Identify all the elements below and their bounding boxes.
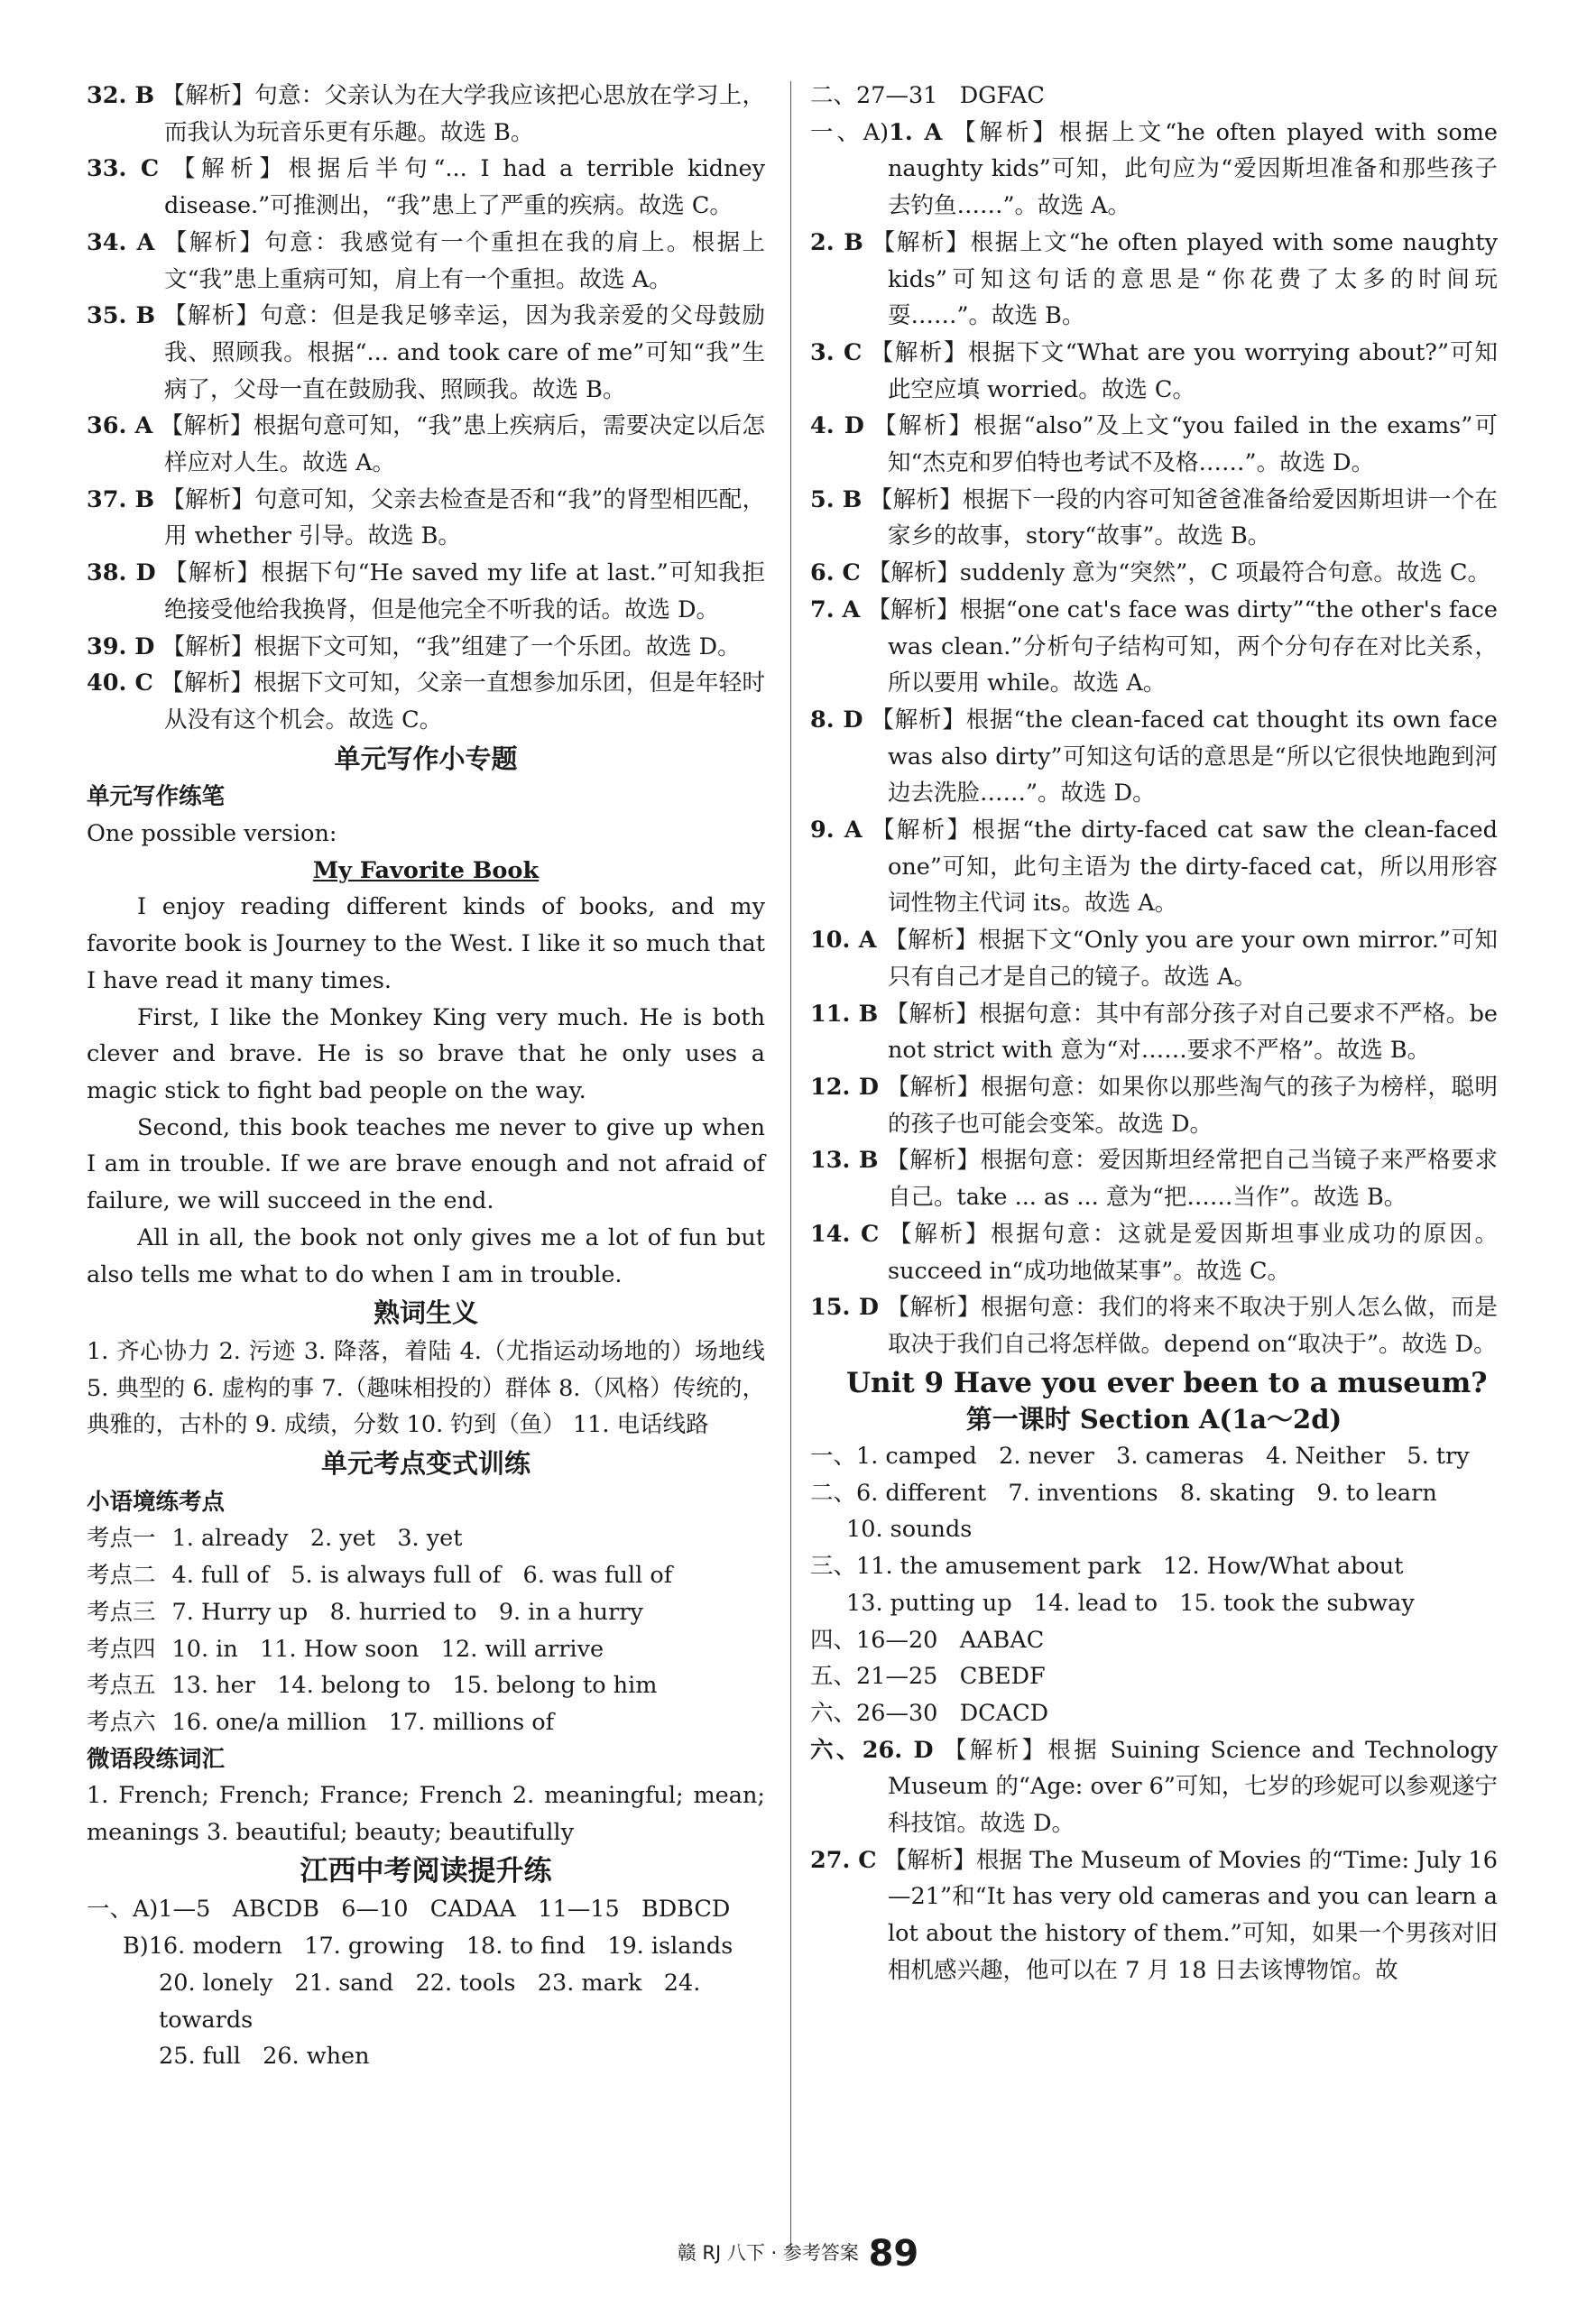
answer-line-27-31: 二、27—31 DGFAC — [810, 82, 1045, 109]
answer-number: 8. D — [810, 706, 863, 734]
unit9-answer-line: 五、21—25 CBEDF — [810, 1663, 1046, 1691]
kaodian-row — [87, 1520, 765, 1557]
section-label: 一、A) — [810, 118, 890, 146]
unit9-answer-line: 10. sounds — [846, 1516, 973, 1544]
answer-number: 13. B — [810, 1147, 879, 1175]
context-subheading: 小语境练考点 — [87, 1488, 226, 1516]
answer-explanation: 【解析】根据“the dirty-faced cat saw the clean-faced one”可知，此句主语为 the dirty-faced cat，所以用形容词性物主代词 its。故选 A。 — [872, 817, 1498, 918]
page-footer — [0, 2233, 1596, 2275]
answer-explanation: 【解析】根据上文“he often played with some naughty kids”可知，此句应为“爱因斯坦准备和那些孩子去钓鱼……”。故选 A。 — [888, 118, 1498, 220]
answer-number: 9. A — [810, 817, 863, 844]
kaodian-list — [87, 1520, 765, 1740]
answer-explanation: 【解析】句意可知，父亲去检查是否和“我”的肾型相匹配，用 whether 引导。故选 B。 — [161, 485, 766, 550]
answer-explanation: 【解析】根据上文“he often played with some naughty kids”可知这句话的意思是“你花费了太多的时间玩耍……”。故选 B。 — [872, 228, 1498, 330]
answer-number: 36. A — [87, 412, 153, 440]
answer-number: 6. C — [810, 559, 861, 587]
kaodian-label: 考点五 — [87, 1672, 156, 1700]
reading-line: 20. lonely 21. sand 22. tools 23. mark 24. towards — [159, 1969, 708, 2034]
answer-explanation: 【解析】根据句意：其中有部分孩子对自己要求不严格。be not strict with 意为“对……要求不严格”。故选 B。 — [885, 1000, 1498, 1065]
essay-paragraph: Second, this book teaches me never to give up when I am in trouble. If we are brave enough and not afraid of failure, we will succeed in the end. — [87, 1113, 765, 1215]
answer-item — [810, 482, 1498, 555]
answer-item — [87, 555, 765, 628]
answer-number: 六、26. D — [810, 1736, 934, 1764]
answer-number: 40. C — [87, 669, 153, 697]
answer-number: 5. B — [810, 485, 863, 513]
answer-list-1-15 — [810, 115, 1498, 1363]
kaodian-label: 考点六 — [87, 1708, 156, 1736]
answer-explanation: 【解析】根据“the clean-faced cat thought its own face was also dirty”可知这句话的意思是“所以它很快地跑到河边去洗脸……”。故选 D。 — [871, 706, 1498, 808]
vocab-heading: 熟词生义 — [373, 1297, 478, 1329]
answer-item — [810, 1069, 1498, 1142]
answer-item — [810, 812, 1498, 922]
reading-line: 25. full 26. when — [159, 2043, 370, 2071]
answer-explanation: 【解析】句意：父亲认为在大学我应该把心思放在学习上，而我认为玩音乐更有乐趣。故选 B。 — [161, 82, 766, 146]
answer-number: 27. C — [810, 1846, 877, 1874]
answer-number: 39. D — [87, 632, 155, 660]
answer-number: 3. C — [810, 338, 863, 366]
reading-heading: 江西中考阅读提升练 — [300, 1854, 552, 1887]
answer-number: 1. A — [889, 118, 943, 146]
right-column — [810, 78, 1498, 1989]
answer-explanation: 【解析】句意：但是我足够幸运，因为我亲爱的父母鼓励我、照顾我。根据“... and took care of me”可知“我”生病了，父母一直在鼓励我、照顾我。故选 B。 — [163, 302, 765, 403]
unit9-answer-line: 四、16—20 AABAC — [810, 1626, 1045, 1654]
answer-explanation: 【解析】根据下文可知，父亲一直想参加乐团，但是年轻时从没有这个机会。故选 C。 — [161, 669, 765, 734]
answer-item — [810, 1842, 1498, 1989]
answer-item — [810, 555, 1498, 592]
answer-item — [87, 629, 765, 666]
reading-line: B)16. modern 17. growing 18. to find 19. islands — [123, 1933, 733, 1961]
essay-paragraph: All in all, the book not only gives me a lot of fun but also tells me what to do when I am in trouble. — [87, 1223, 765, 1288]
answer-number: 7. A — [810, 595, 861, 623]
answer-item — [810, 996, 1498, 1069]
writing-subheading: 单元写作练笔 — [87, 783, 226, 811]
unit9-answer-line: 六、26—30 DCACD — [810, 1699, 1049, 1727]
answer-number: 15. D — [810, 1294, 879, 1322]
unit-title: Unit 9 Have you ever been to a museum? — [846, 1366, 1488, 1399]
kaodian-row — [87, 1557, 765, 1594]
answer-explanation: 【解析】根据下文“What are you worrying about?”可知此空应填 worried。故选 C。 — [870, 338, 1498, 403]
answer-number: 38. D — [87, 559, 156, 587]
answer-item — [810, 1216, 1498, 1289]
kaodian-answers: 13. her 14. belong to 15. belong to him — [171, 1672, 658, 1700]
answer-item — [810, 1142, 1498, 1215]
answer-explanation: 【解析】句意：我感觉有一个重担在我的肩上。根据上文“我”患上重病可知，肩上有一个重担。故选 A。 — [163, 228, 765, 293]
possible-version-label: One possible version: — [87, 820, 337, 848]
answer-item — [810, 1289, 1498, 1362]
kaodian-row — [87, 1631, 765, 1668]
answer-explanation: 【解析】根据下文可知，“我”组建了一个乐团。故选 D。 — [161, 632, 741, 660]
kaodian-row — [87, 1704, 765, 1741]
answer-item — [87, 408, 765, 481]
answer-explanation: 【解析】根据“also”及上文“you failed in the exams”可知“杰克和罗伯特也考试不及格……”。故选 D。 — [873, 412, 1498, 477]
answer-explanation: 【解析】根据句意：如果你以那些淘气的孩子为榜样，聪明的孩子也可能会变笨。故选 D。 — [886, 1073, 1498, 1138]
kaodian-answers: 10. in 11. How soon 12. will arrive — [171, 1635, 604, 1663]
answer-list-26-27 — [810, 1732, 1498, 1989]
answer-item — [810, 702, 1498, 812]
answer-number: 4. D — [810, 412, 864, 440]
micro-answers: 1. French; French; France; French 2. meaningful; mean; meanings 3. beautiful; beauty; beautifully — [87, 1782, 765, 1847]
answer-item — [87, 225, 765, 298]
unit9-answer-line: 13. putting up 14. lead to 15. took the subway — [846, 1589, 1415, 1617]
answer-item — [810, 225, 1498, 335]
essay-body — [87, 889, 765, 1293]
answer-explanation: 【解析】根据 Suining Science and Technology Museum 的“Age: over 6”可知，七岁的珍妮可以参观遂宁科技馆。故选 D。 — [888, 1736, 1499, 1838]
kaodian-answers: 4. full of 5. is always full of 6. was full of — [171, 1562, 673, 1590]
kaodian-answers: 1. already 2. yet 3. yet — [171, 1525, 463, 1553]
reading-line: 一、A)1—5 ABCDB 6—10 CADAA 11—15 BDBCD — [87, 1896, 731, 1924]
training-heading: 单元考点变式训练 — [320, 1448, 530, 1480]
reading-answers — [87, 1891, 765, 2075]
kaodian-answers: 16. one/a million 17. millions of — [171, 1708, 555, 1736]
micro-subheading: 微语段练词汇 — [87, 1745, 226, 1773]
essay-title: My Favorite Book — [312, 856, 540, 884]
unit9-answer-line: 一、1. camped 2. never 3. cameras 4. Neither 5. try — [810, 1443, 1470, 1471]
answer-item — [810, 335, 1498, 408]
kaodian-row — [87, 1667, 765, 1704]
answer-explanation: 【解析】根据句意：这就是爱因斯坦事业成功的原因。succeed in“成功地做某事”。故选 C。 — [888, 1220, 1498, 1285]
answer-explanation: 【解析】根据句意：我们的将来不取决于别人怎么做，而是取决于我们自己将怎样做。depend on“取决于”。故选 D。 — [886, 1294, 1498, 1358]
answer-explanation: 【解析】根据下句“He saved my life at last.”可知我拒绝接受他给我换肾，但是他完全不听我的话。故选 D。 — [164, 559, 766, 623]
answer-number: 34. A — [87, 228, 155, 256]
answer-item — [87, 298, 765, 408]
answer-number: 37. B — [87, 485, 154, 513]
unit9-answer-lines — [810, 1438, 1498, 1732]
answer-explanation: 【解析】根据“one cat's face was dirty”“the other's face was clean.”分析句子结构可知，两个分句存在对比关系，所以要用 while。故选 A。 — [867, 595, 1498, 697]
footer-label: 赣 RJ 八下 · 参考答案 — [677, 2242, 859, 2264]
answer-explanation: 【解析】根据下文“Only you are your own mirror.”可知只有自己才是自己的镜子。故选 A。 — [884, 927, 1499, 991]
answer-number: 32. B — [87, 82, 155, 109]
answer-item — [810, 408, 1498, 481]
page-number: 89 — [868, 2233, 919, 2275]
column-divider — [790, 81, 791, 2247]
writing-heading: 单元写作小专题 — [334, 743, 518, 774]
answer-number: 11. B — [810, 1000, 879, 1028]
answer-item — [87, 665, 765, 738]
answer-explanation: 【解析】根据句意可知，“我”患上疾病后，需要决定以后怎样应对人生。故选 A。 — [160, 412, 766, 477]
answer-number: 33. C — [87, 155, 160, 183]
answer-explanation: 【解析】根据下一段的内容可知爸爸准备给爱因斯坦讲一个在家乡的故事，story“故事”。故选 B。 — [869, 485, 1498, 550]
kaodian-row — [87, 1594, 765, 1631]
answer-number: 10. A — [810, 927, 877, 955]
kaodian-label: 考点三 — [87, 1598, 156, 1626]
kaodian-label: 考点二 — [87, 1562, 156, 1590]
answer-number: 2. B — [810, 228, 863, 256]
section-title: 第一课时 Section A(1a～2d) — [965, 1404, 1342, 1435]
unit9-answer-line: 三、11. the amusement park 12. How/What about — [810, 1553, 1404, 1581]
essay-paragraph: First, I like the Monkey King very much. He is both clever and brave. He is so brave that he only uses a magic stick to fight bad people on the way. — [87, 1003, 765, 1104]
unit9-answer-line: 二、6. different 7. inventions 8. skating 9. to learn — [810, 1479, 1437, 1507]
answer-item — [810, 1732, 1498, 1842]
answer-number: 12. D — [810, 1073, 879, 1101]
answer-number: 14. C — [810, 1220, 880, 1248]
answer-item — [810, 592, 1498, 702]
answer-item — [87, 482, 765, 555]
essay-paragraph: I enjoy reading different kinds of books, and my favorite book is Journey to the West. I like it so much that I have read it many times. — [87, 893, 765, 994]
kaodian-label: 考点一 — [87, 1525, 156, 1553]
answer-explanation: 【解析】根据后半句“... I had a terrible kidney disease.”可推测出，“我”患上了严重的疾病。故选 C。 — [164, 155, 766, 220]
left-column — [87, 78, 765, 2075]
answer-number: 35. B — [87, 302, 156, 330]
answer-item — [87, 78, 765, 151]
answer-list-32-40 — [87, 78, 765, 739]
answer-item — [810, 115, 1498, 225]
vocab-answers: 1. 齐心协力 2. 污迹 3. 降落，着陆 4.（尤指运动场地的）场地线 5. 典型的 6. 虚构的事 7.（趣味相投的）群体 8.（风格）传统的，典雅的，古朴的 9. 成绩，分数 10. 钓到（鱼） 11. 电话线路 — [87, 1337, 765, 1439]
answer-explanation: 【解析】suddenly 意为“突然”，C 项最符合句意。故选 C。 — [867, 559, 1491, 587]
answer-explanation: 【解析】根据句意：爱因斯坦经常把自己当镜子来严格要求自己。take ... as ... 意为“把……当作”。故选 B。 — [886, 1147, 1498, 1212]
answer-item — [810, 922, 1498, 995]
kaodian-answers: 7. Hurry up 8. hurried to 9. in a hurry — [171, 1598, 643, 1626]
answer-item — [87, 151, 765, 224]
kaodian-label: 考点四 — [87, 1635, 156, 1663]
answer-explanation: 【解析】根据 The Museum of Movies 的“Time: July 16—21”和“It has very old cameras and you can learn a lot about the history of them.”可知，如果一个男孩对旧相机感兴趣，他可以在 7 月 18 日去该博物馆。故 — [883, 1846, 1498, 1984]
